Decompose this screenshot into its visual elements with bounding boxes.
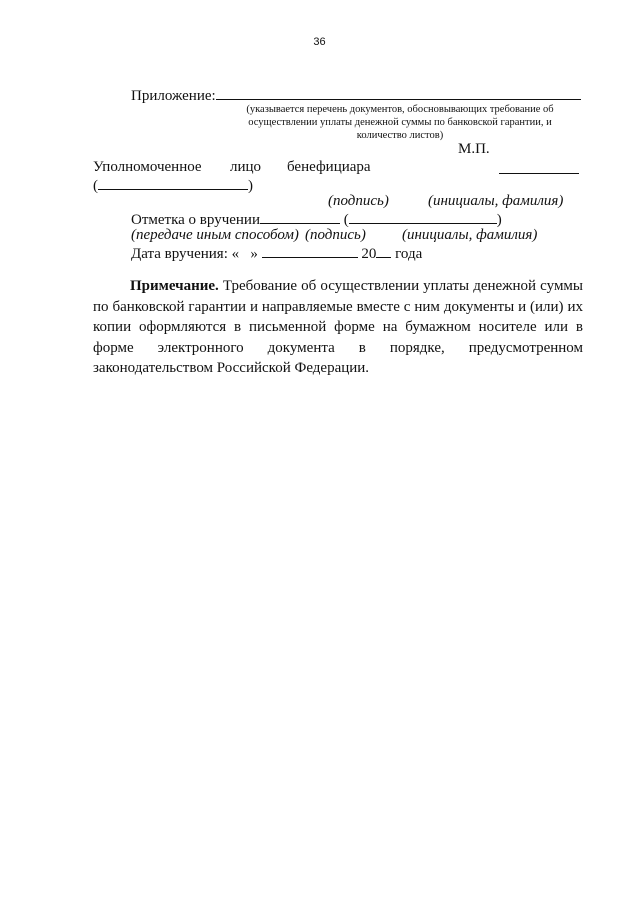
delivery-name-line [349,209,497,224]
year-blank-line [376,243,391,258]
caption-signature: (подпись) [328,193,389,209]
appendix-hint-line: осуществлении уплаты денежной суммы по банковской гарантии, и [248,117,552,128]
page-number: 36 [313,36,326,48]
close-paren: ) [248,178,253,194]
note-title: Примечание. [130,278,219,294]
name-blank-line [98,175,248,190]
date-month-line [262,243,358,258]
caption-name: (инициалы, фамилия) [402,227,538,243]
date-label: Дата вручения: « [131,246,240,262]
appendix-blank-line [216,85,581,100]
date-close-quote: » [250,246,258,262]
caption-name: (инициалы, фамилия) [428,193,564,209]
year-prefix: 20 [361,246,377,262]
delivery-signature-line [260,209,340,224]
authorized-word-2: лицо [230,159,262,175]
year-suffix: года [395,246,423,262]
caption-signature: (подпись) [305,227,366,243]
appendix-hint-line: количество листов) [356,130,444,141]
authorized-name-field [93,175,253,195]
note-text: Требование об осуществлении уплаты денежной суммы по банковской гарантии и направляемые вместе с ним документы и (или) их копии оформляются в письменной форме на бумажном носителе или в форме электронного документа в порядке, предусмотренном законодательством Российской Федерации. [93,278,584,376]
authorized-word-3: бенефициара [287,159,371,175]
caption-method: (передаче иным способом) [131,227,299,243]
open-paren: ( [93,178,98,194]
stamp-mark: М.П. [458,141,490,157]
appendix-label: Приложение: [131,88,216,104]
close-paren: ) [496,212,502,228]
delivery-date-row [131,243,422,263]
delivery-label: Отметка о вручении [131,212,260,228]
appendix-hint-line: (указывается перечень документов, обосновывающих требование об [246,104,554,115]
appendix-hint [215,103,585,142]
open-paren: ( [343,212,349,228]
authorized-word-1: Уполномоченное [93,159,202,175]
note-paragraph [93,276,583,379]
appendix-row [131,85,581,105]
authorized-signature-line [499,159,579,179]
